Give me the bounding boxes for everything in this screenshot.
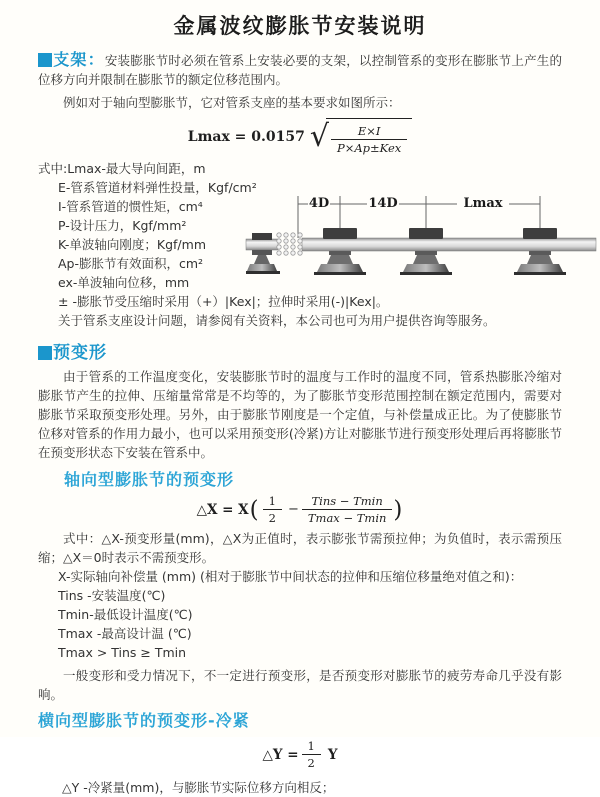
definition-row: I-管系管道的惯性矩，cm⁴ — [58, 199, 203, 214]
fraction-numerator: 1 — [307, 739, 315, 753]
support-intro-text: 安装膨胀节时必须在管系上安装必要的支架，以控制管系的变形在膨胀节上产生的位移方向并限制在膨胀节的额定位移范围内。 — [38, 53, 562, 87]
support-section-label: 支架： — [53, 50, 105, 69]
support-section-intro — [38, 50, 562, 89]
radicand-fraction — [331, 124, 407, 155]
predeform-section-header — [38, 338, 562, 363]
parameter-row: Tmax > Tins ≥ Tmin — [58, 645, 187, 660]
lateral-note: △Y -冷紧量(mm)，与膨胀节实际位移方向相反； — [62, 780, 335, 795]
pipe-diagram-svg — [246, 192, 596, 289]
lateral-predeform-formula — [38, 739, 562, 770]
section-square-icon — [38, 346, 52, 360]
section-square-icon — [38, 53, 52, 67]
consulting-note: 关于管系支座设计问题，请参阅有关资料，本公司也可为用户提供咨询等服务。 — [58, 313, 496, 328]
one-half-fraction — [263, 494, 282, 525]
one-half-fraction — [302, 739, 321, 770]
axial-predeform-formula — [38, 494, 562, 525]
definition-row: Ap-膨胀节有效面积，cm² — [58, 256, 204, 271]
parameter-row: X-实际轴向补偿量 (mm) (相对于膨胀节中间状态的拉伸和压缩位移量绝对值之和)： — [58, 569, 523, 584]
parameter-row: Tmax -最高设计温 (℃) — [58, 626, 192, 641]
support-example-line: 例如对于轴向型膨胀节，它对管系支座的基本要求如图所示： — [63, 95, 401, 110]
definition-row: K-单波轴向刚度；Kgf/mm — [58, 237, 206, 252]
page-title: 金属波纹膨胀节安装说明 — [173, 14, 427, 38]
formula-rhs: Y — [327, 746, 338, 763]
predeform-section-label: 预变形 — [53, 343, 107, 363]
pipe — [302, 238, 596, 251]
lmax-formula-lhs: Lmax = 0.0157 — [187, 128, 305, 145]
definition-row: E-管系管道材料弹性投量，Kgf/cm² — [58, 180, 257, 195]
parameter-row: Tmin-最低设计温度(℃) — [58, 607, 193, 622]
axial-closing-note: 一般变形和受力情况下，不一定进行预变形，是否预变形对膨胀节的疲劳寿命几乎没有影响。 — [38, 668, 562, 702]
formula-lhs: △X = X — [196, 501, 249, 518]
minus-sign: − — [287, 502, 299, 517]
axial-predeform-heading: 轴向型膨胀节的预变形 — [64, 470, 235, 489]
definition-row: P-设计压力，Kgf/mm² — [58, 218, 187, 233]
guide-support-icon — [314, 228, 366, 275]
dimension-label-4d: 4D — [308, 196, 330, 211]
fraction-denominator: 2 — [302, 754, 321, 770]
axial-parameter-list — [38, 567, 562, 662]
dimension-label-14d: 14D — [368, 196, 398, 211]
definition-row: ex-单波轴向位移，mm — [58, 275, 190, 290]
fraction-numerator: 1 — [268, 494, 276, 508]
fraction-numerator: Tins − Tmin — [311, 494, 383, 508]
temperature-fraction — [302, 494, 393, 525]
axial-formula-explanation: 式中：△X-预变形量(mm)，△X为正值时，表示膨张节需预拉伸；为负值时，表示需预压缩；△X＝0时表示不需预变形。 — [38, 531, 562, 565]
sqrt-expression — [310, 118, 412, 155]
lateral-predeform-heading: 横向型膨胀节的预变形-冷紧 — [38, 711, 250, 730]
close-paren: ) — [393, 496, 403, 523]
dimension-label-lmax: Lmax — [463, 196, 503, 211]
open-paren: ( — [249, 496, 259, 523]
fraction-numerator: E×I — [357, 124, 381, 138]
fraction-denominator: P×Ap±Kex — [331, 139, 407, 155]
bellows-icon — [277, 233, 302, 255]
predeform-paragraph: 由于管系的工作温度变化，安装膨胀节时的温度与工作时的温度不同，管系热膨胀冷缩对膨胀节产生的拉伸、压缩量常常是不均等的，为了膨胀节变形范围控制在额定范围内，需要对膨胀节采取预变形处理。另外，由于膨胀节刚度是一个定值，与补偿量成正比。为了使膨胀节位移对管系的作用力最小，也可以采用预变形(冷紧)方让对膨胀节进行预变形处理后再将膨胀节在预变形状态下安装在管系中。 — [38, 369, 562, 460]
pipe-support-diagram — [246, 192, 596, 289]
definition-note: ± -膨胀节受压缩时采用（+）|Kex|；拉伸时采用(-)|Kex|。 — [58, 294, 389, 309]
guide-support-icon — [514, 228, 566, 275]
radical-sign: √ — [309, 118, 329, 154]
parameter-row: Tins -安装温度(℃) — [58, 588, 166, 603]
definition-row: 式中:Lmax-最大导向间距，m — [38, 161, 206, 176]
formula-lhs: △Y = — [262, 746, 299, 763]
fraction-denominator: Tmax − Tmin — [302, 509, 393, 525]
guide-support-icon — [400, 228, 452, 275]
pipe-stub — [246, 239, 278, 250]
lmax-formula — [38, 118, 562, 155]
fraction-denominator: 2 — [263, 509, 282, 525]
radicand — [326, 118, 412, 155]
